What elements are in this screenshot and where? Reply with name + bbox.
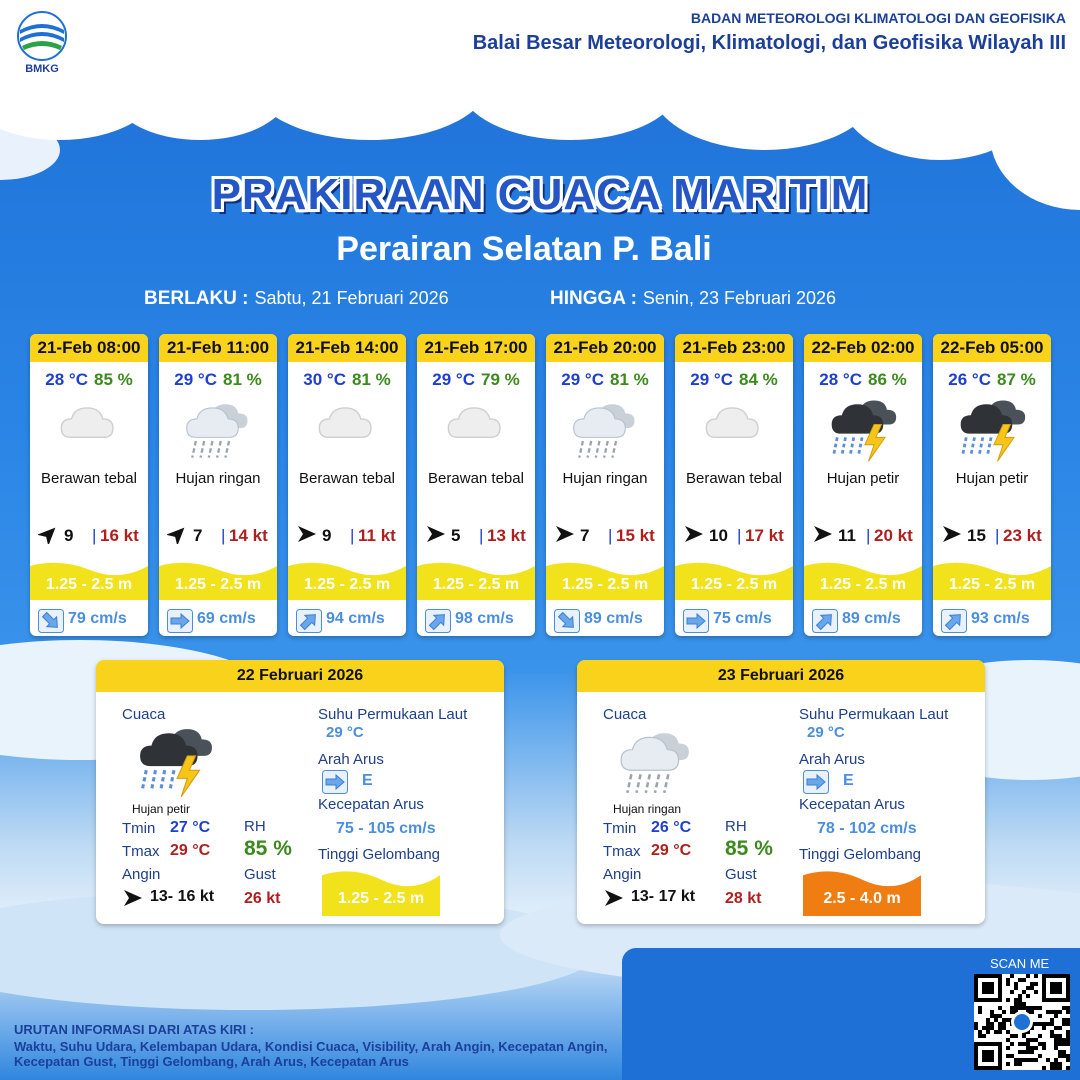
wind-direction-icon <box>812 524 834 544</box>
air-temperature: 29 °C <box>432 370 475 389</box>
validity-from-value: Sabtu, 21 Februari 2026 <box>254 288 449 308</box>
air-temperature: 29 °C <box>690 370 733 389</box>
thunderstorm-icon <box>957 394 1027 466</box>
forecast-card <box>288 334 406 636</box>
gust-speed: 14 kt <box>229 526 268 545</box>
gust-speed: 13 kt <box>487 526 526 545</box>
air-temperature: 30 °C <box>303 370 346 389</box>
forecast-time: 21-Feb 14:00 <box>288 334 406 362</box>
forecast-card <box>417 334 535 636</box>
humidity: 81 % <box>222 370 262 389</box>
forecast-temp-rh <box>288 370 406 390</box>
separator: | <box>350 526 355 545</box>
wave-height-value: 1.25 - 2.5 m <box>690 576 778 593</box>
info-body: Waktu, Suhu Udara, Kelembapan Udara, Kondisi Cuaca, Visibility, Arah Angin, Kecepatan Angin, Kecepatan Gust, Tinggi Gelombang, Arah Arus, Kecepatan Arus <box>14 1039 608 1069</box>
air-temperature: 29 °C <box>174 370 217 389</box>
wave-height <box>675 560 793 600</box>
forecast-temp-rh <box>159 370 277 390</box>
tmin-value: 26 °C <box>651 819 692 836</box>
wind-speed: 9 <box>64 526 74 545</box>
light-rain-icon <box>570 394 640 466</box>
current-info <box>933 606 1051 636</box>
wind-speed: 9 <box>322 526 332 545</box>
sst-label: Suhu Permukaan Laut <box>799 706 949 723</box>
forecast-card <box>546 334 664 636</box>
current-direction-icon <box>38 609 64 633</box>
air-temperature: 28 °C <box>819 370 862 389</box>
wind-direction-icon <box>941 524 963 544</box>
forecast-time: 21-Feb 20:00 <box>546 334 664 362</box>
wind-speed-range: 13- 16 kt <box>150 888 215 905</box>
forecast-time: 22-Feb 02:00 <box>804 334 922 362</box>
wave-height <box>804 560 922 600</box>
tmax-value: 29 °C <box>170 842 211 859</box>
wave-height-value: 1.25 - 2.5 m <box>561 576 649 593</box>
current-speed: 94 cm/s <box>326 610 385 627</box>
weather-condition: Hujan petir <box>826 470 900 487</box>
daily-condition: Hujan petir <box>132 802 191 816</box>
wave-height-value: 1.25 - 2.5 m <box>174 576 262 593</box>
current-info <box>804 606 922 636</box>
humidity: 84 % <box>738 370 778 389</box>
cloud-icon <box>54 394 124 466</box>
current-direction-icon <box>425 609 451 633</box>
cloud-icon <box>312 394 382 466</box>
forecast-temp-rh <box>804 370 922 390</box>
tmin-label: Tmin <box>603 820 637 837</box>
weather-condition: Hujan ringan <box>562 470 648 487</box>
wind-direction-icon <box>38 524 60 544</box>
org-name: BADAN METEOROLOGI KLIMATOLOGI DAN GEOFISIKA <box>690 10 1066 26</box>
thunderstorm-icon <box>136 724 214 800</box>
rh-label: RH <box>244 818 266 835</box>
forecast-time: 21-Feb 17:00 <box>417 334 535 362</box>
validity-to-value: Senin, 23 Februari 2026 <box>642 288 837 308</box>
wave-height-value: 1.25 - 2.5 m <box>948 576 1036 593</box>
weather-condition: Hujan petir <box>955 470 1029 487</box>
forecast-card <box>675 334 793 636</box>
forecast-card <box>30 334 148 636</box>
weather-label: Cuaca <box>122 706 166 723</box>
rh-label: RH <box>725 818 747 835</box>
current-speed: 93 cm/s <box>971 610 1030 627</box>
current-direction-icon <box>554 609 580 633</box>
wind-direction-icon <box>296 524 318 544</box>
current-direction-icon <box>812 609 838 633</box>
wind-direction-icon <box>122 888 144 913</box>
tmin-value: 27 °C <box>170 819 211 836</box>
wind-label: Angin <box>122 866 161 883</box>
validity-from-label: BERLAKU : <box>144 288 249 309</box>
rh-value: 85 % <box>244 837 292 860</box>
tmax-label: Tmax <box>122 843 160 860</box>
wave-height-value: 1.25 - 2.5 m <box>819 576 907 593</box>
wind-speed: 15 <box>967 526 986 545</box>
thunderstorm-icon <box>828 394 898 466</box>
wind-speed: 5 <box>451 526 461 545</box>
validity-from <box>144 288 449 310</box>
cloud-icon <box>441 394 511 466</box>
wave-height-value: 1.25 - 2.5 m <box>45 576 133 593</box>
current-info <box>30 606 148 636</box>
air-temperature: 29 °C <box>561 370 604 389</box>
separator: | <box>92 526 97 545</box>
page-title: PRAKIRAAN CUACA MARITIM <box>211 170 869 219</box>
current-direction-icon <box>803 770 829 799</box>
wave-label: Tinggi Gelombang <box>799 846 922 863</box>
humidity: 86 % <box>867 370 907 389</box>
daily-wave-height-value: 1.25 - 2.5 m <box>337 890 425 907</box>
bmkg-logo <box>14 10 70 76</box>
gust-speed: 20 kt <box>874 526 913 545</box>
forecast-time: 21-Feb 23:00 <box>675 334 793 362</box>
tmax-value: 29 °C <box>651 842 692 859</box>
current-direction-icon <box>167 609 193 633</box>
page-subtitle: Perairan Selatan P. Bali <box>336 230 712 268</box>
humidity: 85 % <box>93 370 133 389</box>
wind-speed: 7 <box>193 526 203 545</box>
wave-label: Tinggi Gelombang <box>318 846 441 863</box>
gust-label: Gust <box>725 866 757 883</box>
light-rain-icon <box>617 724 695 800</box>
tmax-label: Tmax <box>603 843 641 860</box>
humidity: 81 % <box>609 370 649 389</box>
cloud-icon <box>699 394 769 466</box>
gust-label: Gust <box>244 866 276 883</box>
current-info <box>546 606 664 636</box>
gust-value: 28 kt <box>725 890 762 907</box>
forecast-card <box>804 334 922 636</box>
wind-speed: 10 <box>709 526 728 545</box>
forecast-temp-rh <box>675 370 793 390</box>
daily-wave-height-value: 2.5 - 4.0 m <box>823 890 901 907</box>
wave-height-value: 1.25 - 2.5 m <box>303 576 391 593</box>
wave-height <box>417 560 535 600</box>
current-info <box>417 606 535 636</box>
wind-speed: 11 <box>838 526 856 545</box>
current-direction-icon <box>941 609 967 633</box>
current-speed-value: 78 - 102 cm/s <box>817 820 917 837</box>
light-rain-icon <box>183 394 253 466</box>
wind-direction-icon <box>554 524 576 544</box>
gust-speed: 23 kt <box>1003 526 1042 545</box>
separator: | <box>737 526 742 545</box>
forecast-temp-rh <box>546 370 664 390</box>
current-direction-icon <box>322 770 348 799</box>
org-division: Balai Besar Meteorologi, Klimatologi, dan Geofisika Wilayah III <box>472 32 1066 54</box>
forecast-time: 21-Feb 08:00 <box>30 334 148 362</box>
wind-direction-icon <box>167 524 189 544</box>
wave-height <box>159 560 277 600</box>
logo-text: BMKG <box>25 63 59 75</box>
wind-direction-icon <box>425 524 447 544</box>
validity-to-label: HINGGA : <box>550 288 637 309</box>
tmin-label: Tmin <box>122 820 156 837</box>
humidity: 79 % <box>480 370 520 389</box>
current-direction-value: E <box>843 772 854 789</box>
weather-condition: Berawan tebal <box>428 470 524 487</box>
current-direction-label: Arah Arus <box>318 751 384 768</box>
current-speed: 69 cm/s <box>197 610 256 627</box>
wave-height <box>30 560 148 600</box>
current-info <box>675 606 793 636</box>
current-info <box>288 606 406 636</box>
daily-date: 23 Februari 2026 <box>577 660 985 692</box>
validity-to <box>550 288 836 310</box>
weather-condition: Berawan tebal <box>41 470 137 487</box>
daily-summary-card <box>577 660 985 924</box>
current-speed: 98 cm/s <box>455 610 514 627</box>
current-direction-icon <box>683 609 709 633</box>
separator: | <box>995 526 1000 545</box>
forecast-card <box>933 334 1051 636</box>
qr-code[interactable] <box>974 974 1070 1070</box>
weather-condition: Berawan tebal <box>299 470 395 487</box>
gust-speed: 17 kt <box>745 526 784 545</box>
air-temperature: 26 °C <box>948 370 991 389</box>
current-speed-label: Kecepatan Arus <box>318 796 424 813</box>
forecast-temp-rh <box>417 370 535 390</box>
rh-value: 85 % <box>725 837 773 860</box>
daily-wave-height <box>322 868 440 916</box>
wind-speed: 7 <box>580 526 590 545</box>
forecast-card <box>159 334 277 636</box>
separator: | <box>608 526 613 545</box>
current-speed: 89 cm/s <box>584 610 643 627</box>
current-direction-icon <box>296 609 322 633</box>
gust-value: 26 kt <box>244 890 281 907</box>
gust-speed: 16 kt <box>100 526 139 545</box>
wave-height <box>546 560 664 600</box>
separator: | <box>479 526 484 545</box>
wind-direction-icon <box>603 888 625 913</box>
separator: | <box>221 526 226 545</box>
separator: | <box>866 526 871 545</box>
humidity: 81 % <box>351 370 391 389</box>
sst-value: 29 °C <box>807 724 845 741</box>
current-speed-value: 75 - 105 cm/s <box>336 820 436 837</box>
wave-height <box>288 560 406 600</box>
weather-label: Cuaca <box>603 706 647 723</box>
humidity: 87 % <box>996 370 1036 389</box>
sst-label: Suhu Permukaan Laut <box>318 706 468 723</box>
current-direction-value: E <box>362 772 373 789</box>
gust-speed: 11 kt <box>358 526 396 545</box>
forecast-time: 22-Feb 05:00 <box>933 334 1051 362</box>
current-speed: 89 cm/s <box>842 610 901 627</box>
wind-direction-icon <box>683 524 705 544</box>
current-direction-label: Arah Arus <box>799 751 865 768</box>
wind-speed-range: 13- 17 kt <box>631 888 696 905</box>
weather-condition: Hujan ringan <box>175 470 261 487</box>
wind-label: Angin <box>603 866 642 883</box>
wave-height <box>933 560 1051 600</box>
forecast-temp-rh <box>933 370 1051 390</box>
cloud-shape <box>250 20 490 140</box>
scan-label: SCAN ME <box>990 956 1050 971</box>
current-info <box>159 606 277 636</box>
forecast-temp-rh <box>30 370 148 390</box>
current-speed: 79 cm/s <box>68 610 127 627</box>
current-speed: 75 cm/s <box>713 610 772 627</box>
daily-summary-card <box>96 660 504 924</box>
forecast-time: 21-Feb 11:00 <box>159 334 277 362</box>
weather-condition: Berawan tebal <box>686 470 782 487</box>
daily-condition: Hujan ringan <box>613 802 682 816</box>
gust-speed: 15 kt <box>616 526 655 545</box>
daily-date: 22 Februari 2026 <box>96 660 504 692</box>
current-speed-label: Kecepatan Arus <box>799 796 905 813</box>
info-title: URUTAN INFORMASI DARI ATAS KIRI : <box>14 1022 254 1037</box>
sst-value: 29 °C <box>326 724 364 741</box>
wave-height-value: 1.25 - 2.5 m <box>432 576 520 593</box>
air-temperature: 28 °C <box>45 370 88 389</box>
daily-wave-height <box>803 868 921 916</box>
